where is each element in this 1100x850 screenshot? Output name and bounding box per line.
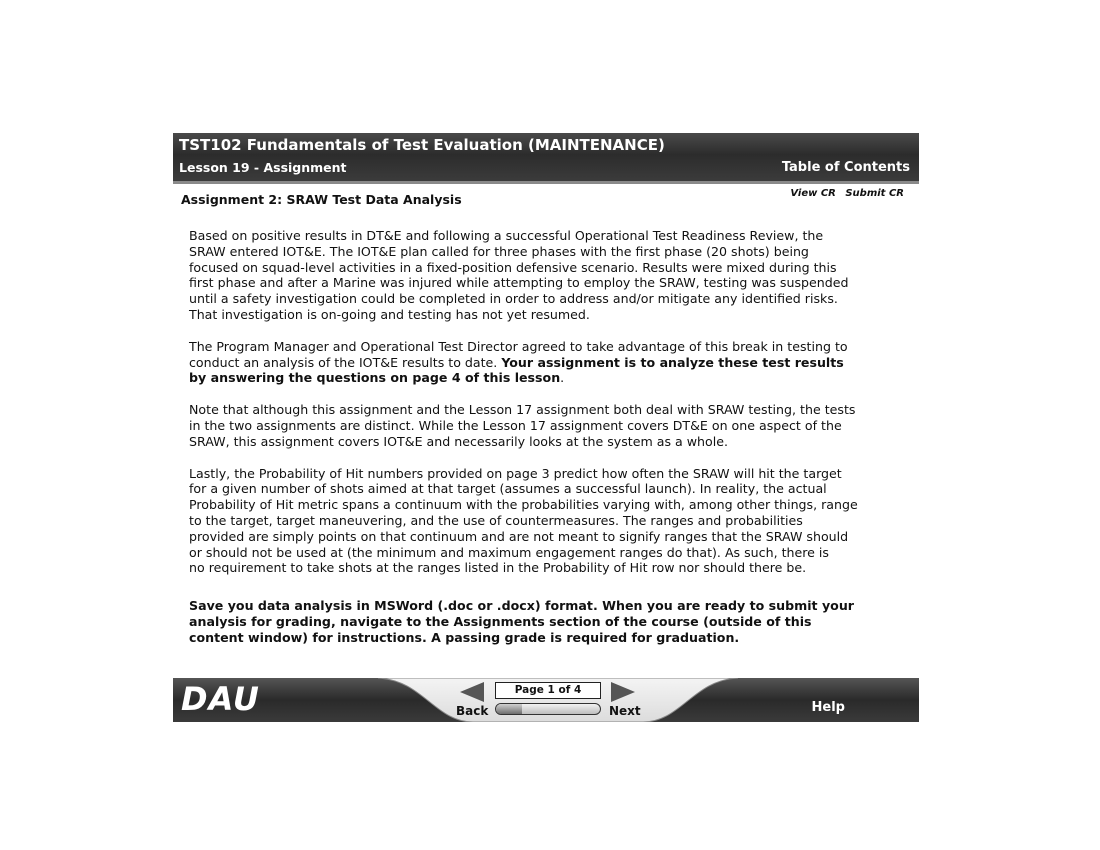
paragraph-probability: Lastly, the Probability of Hit numbers provided on page 3 predict how often the SRAW will hit the target for a given number of shots aimed at that target (assumes a successful launch). In reality, the actual Probability of Hit metric spans a continuum with the probabilities varying with, among other things, range to the target, target maneuvering, and the use of countermeasures. The ranges and probabilities provided are simply points on that continuum and are not meant to signify ranges that the SRAW should or should not be used at (the minimum and maximum engagement ranges do that). As such, there is no requirement to take shots at the ranges listed in the Probability of Hit row nor should there be.	[189, 465, 858, 576]
header-bar	[173, 133, 919, 184]
paragraph-assignment-text: The Program Manager and Operational Test Director agreed to take advantage of this break in testing to conduct an analysis of the IOT&E results to date.	[189, 338, 848, 370]
view-cr-link[interactable]: View CR	[790, 188, 836, 199]
paragraph-assignment-end: .	[560, 370, 565, 386]
course-title: TST102 Fundamentals of Test Evaluation (MAINTENANCE)	[179, 136, 665, 154]
paragraph-assignment	[189, 339, 893, 386]
next-button[interactable]: Next	[609, 704, 641, 718]
paragraph-distinction: Note that although this assignment and the Lesson 17 assignment both deal with SRAW testing, the tests in the two assignments are distinct. While the Lesson 17 assignment covers DT&E on one aspect of the SRAW, this assignment covers IOT&E and necessarily looks at the system as a whole.	[189, 402, 856, 449]
content-area	[189, 228, 893, 662]
help-button[interactable]: Help	[811, 700, 845, 715]
assignment-title: Assignment 2: SRAW Test Data Analysis	[181, 192, 462, 207]
back-button[interactable]: Back	[456, 704, 489, 718]
progress-bar-fill	[496, 704, 522, 714]
progress-bar	[495, 703, 601, 715]
assignment-instruction: Your assignment is to analyze these test results by answering the questions on page 4 of this lesson	[189, 354, 844, 386]
table-of-contents-link[interactable]: Table of Contents	[781, 160, 910, 175]
page-indicator: Page 1 of 4	[495, 682, 601, 699]
submission-instructions: Save you data analysis in MSWord (.doc or .docx) format. When you are ready to submit your analysis for grading, navigate to the Assignments section of the course (outside of this content window) for instructions. A passing grade is required for graduation.	[189, 598, 854, 645]
footer-bar	[173, 678, 919, 722]
paragraph-background: Based on positive results in DT&E and following a successful Operational Test Readiness Review, the SRAW entered IOT&E. The IOT&E plan called for three phases with the first phase (20 shots) being focused on squad-level activities in a fixed-position defensive scenario. Results were mixed during this first phase and after a Marine was injured while attempting to employ the SRAW, testing was suspended until a safety investigation could be completed in order to address and/or mitigate any identified risks. That investigation is on-going and testing has not yet resumed.	[189, 228, 849, 322]
back-arrow-icon[interactable]	[460, 682, 484, 702]
next-arrow-icon[interactable]	[611, 682, 635, 702]
cr-links	[784, 188, 904, 199]
course-window	[173, 133, 919, 722]
submit-cr-link[interactable]: Submit CR	[845, 188, 904, 199]
lesson-title: Lesson 19 - Assignment	[179, 160, 347, 175]
dau-logo: DAU	[181, 680, 260, 718]
